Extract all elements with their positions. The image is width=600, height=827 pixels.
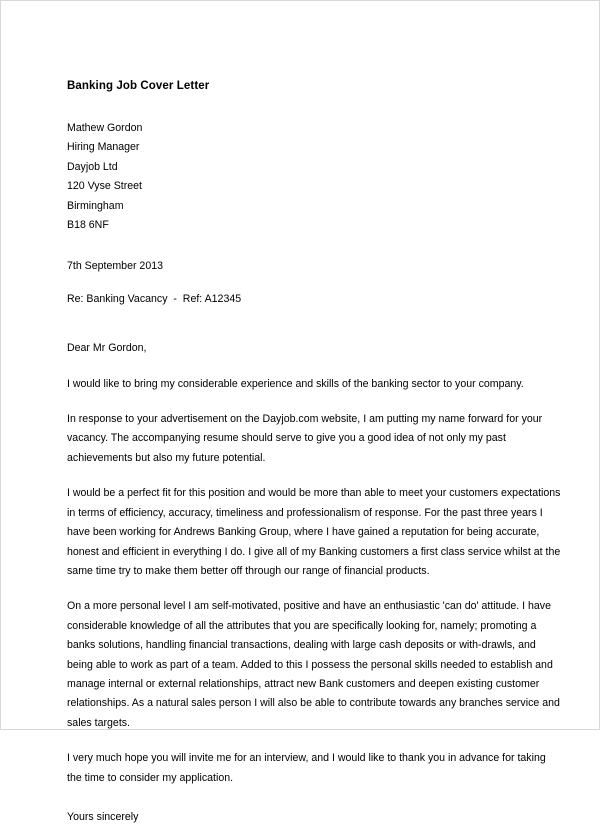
letter-paragraph: On a more personal level I am self-motivated, positive and have an enthusiastic 'can do' attitude. I have considerable knowledge of all the attributes that you are specifically looking for, namely; promoting a banks solutions, handling financial transactions, dealing with large cash deposits or with-drawls, and being able to work as part of a team. Added to this I possess the personal skills needed to establish and manage internal or external relationships, attract new Bank customers and deepen existing customer relationships. As a natural sales person I will also be able to contribute towards any branches service and sales targets.	[67, 600, 560, 729]
letter-body	[67, 79, 563, 827]
address-line-street: 120 Vyse Street	[67, 180, 142, 193]
page-title: Banking Job Cover Letter	[67, 80, 210, 92]
address-line-role: Hiring Manager	[67, 141, 140, 154]
address-line-postcode: B18 6NF	[67, 219, 109, 232]
letter-paragraph: I would be a perfect fit for this position and would be more than able to meet your customers expectations in terms of efficiency, accuracy, timeliness and professionalism of response. For the past three years I have been working for Andrews Banking Group, where I have gained a reputation for being accurate, honest and efficient in everything I do. I give all of my Banking customers a first class service whilst at the same time try to make them better off through our range of financial products.	[67, 487, 561, 577]
letter-salutation: Dear Mr Gordon,	[67, 342, 147, 355]
letter-reference: Re: Banking Vacancy - Ref: A12345	[67, 292, 242, 305]
recipient-address-block	[67, 119, 563, 235]
address-line-company: Dayjob Ltd	[67, 160, 118, 173]
letter-paragraph: I would like to bring my considerable experience and skills of the banking sector to your company.	[67, 377, 524, 390]
letter-paragraph: In response to your advertisement on the Dayjob.com website, I am putting my name forward for your vacancy. The accompanying resume should serve to give you a good idea of not only my past achievements but also my future potential.	[67, 413, 543, 464]
letter-date: 7th September 2013	[67, 260, 164, 273]
letter-paragraph: I very much hope you will invite me for an interview, and I would like to thank you in advance for taking the time to consider my application.	[67, 752, 546, 784]
letter-closing: Yours sincerely	[67, 810, 139, 823]
address-line-name: Mathew Gordon	[67, 122, 143, 134]
address-line-city: Birmingham	[67, 199, 124, 212]
